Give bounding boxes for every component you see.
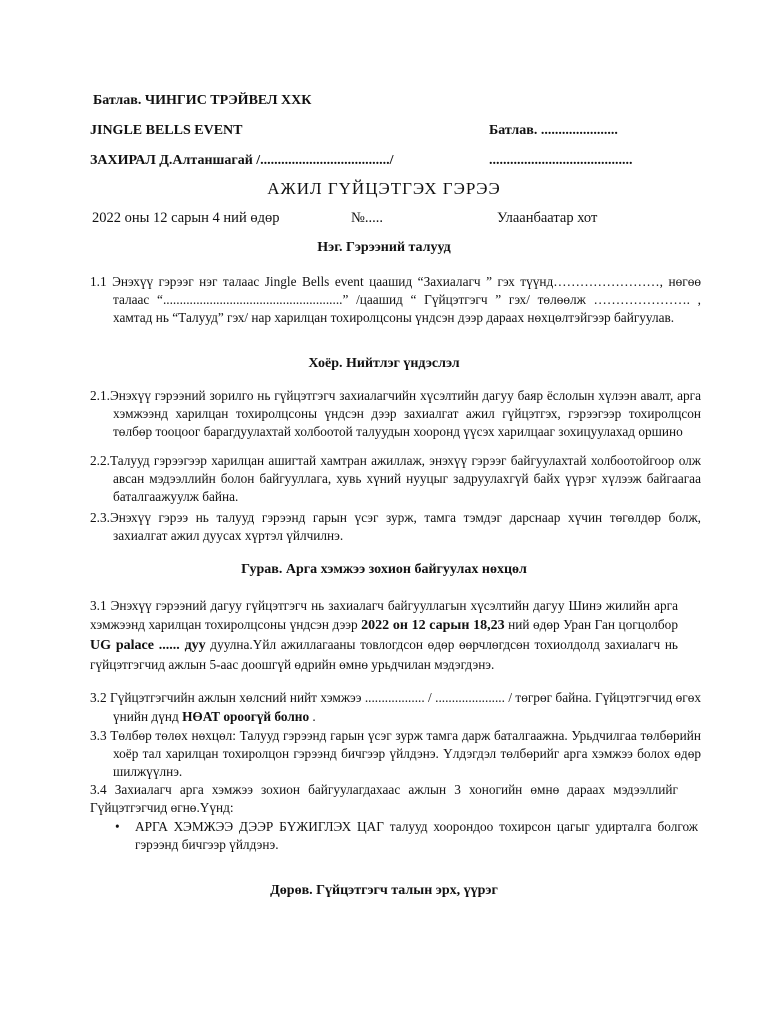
paragraph-3-3: 3.3 Төлбөр төлөх нөхцөл: Талууд гэрээнд гарын үсэг зурж тамга дарж баталгаажна. Урьдчилгаа төлбөрийн хоёр тал харилцан тохиролцон гэрээнд бичгээр үйлдэнэ. Үлдэгдэл төлбөрийг арга хэмжээ болох өдөр шилжүүлнэ.	[90, 728, 701, 780]
company-left: JINGLE BELLS EVENT	[90, 123, 243, 138]
section-3-heading: Гурав. Арга хэмжээ зохион байгуулах нөхцөл	[241, 562, 527, 577]
contract-number: №.....	[351, 210, 383, 226]
paragraph-3-4: 3.4 Захиалагч арга хэмжээ зохион байгуулагдахаас ажлын 3 хоногийн өмнө дараах мэдээллийг Гүйцэтгэгчид өгнө.Үүнд:	[90, 782, 678, 816]
venue-name: UG palace ...... дуу	[90, 638, 206, 653]
director-right: .........................................	[489, 153, 633, 168]
paragraph-3-1-text-e: дуулна.Үйл ажиллагааны товлогдсон өдөр өөрчлөгдсөн тохиолдолд захиалагч нь гүйцэтгэгчид ажлын 5-аас доошгүй өдрийн өмнө урьдчилан мэдэгдэнэ.	[90, 637, 678, 672]
event-dates: 2022 он 12 сарын 18,23	[361, 618, 505, 633]
approve-right: Батлав. ......................	[489, 123, 618, 138]
paragraph-3-1-text-a: 3.1 Энэхүү гэрээний дагуу гүйцэтгэгч нь захиалагч байгууллагын хүсэлтийн дагуу Шинэ жилийн арга хэмжээнд харилцан тохиролцсоны үндсэн дээр	[90, 598, 678, 632]
section-4-heading: Дөрөв. Гүйцэтгэгч талын эрх, үүрэг	[270, 883, 498, 898]
section-2-heading: Хоёр. Нийтлэг үндэслэл	[308, 356, 460, 371]
paragraph-2-1: 2.1.Энэхүү гэрээний зорилго нь гүйцэтгэгч захиалагчийн хүсэлтийн дагуу баяр ёслолын хүлээн авалт, арга хэмжээнд харилцан тохиролцсоны үндсэн дээр захиалгат ажил гүйцэтгэх, гэрээгээр тохиролцсон төлбөр тооцоог барагдуулахтай холбоотой талуудын хооронд үүсэх харилцааг зохицуулахад оршино	[90, 388, 701, 440]
paragraph-3-1-text-c: ний өдөр Уран Ган цогцолбор	[504, 617, 678, 632]
approve-left: Батлав. ЧИНГИС ТРЭЙВЕЛ ХХК	[93, 93, 312, 108]
paragraph-3-2-text-a: 3.2 Гүйцэтгэгчийн ажлын хөлсний нийт хэмжээ .................. / ..................... / төгрөг байна. Гүйцэтгэгчид өгөх үнийн дүнд	[90, 690, 701, 724]
paragraph-3-2	[90, 688, 701, 726]
director-left: ЗАХИРАЛ Д.Алтаншагай /...................................../	[90, 153, 394, 168]
contract-place: Улаанбаатар хот	[497, 210, 598, 226]
vat-note: НӨАТ ороогүй болно	[182, 709, 310, 724]
paragraph-1-1: 1.1 Энэхүү гэрээг нэг талаас Jingle Bells event цаашид “Захиалагч ” гэх түүнд……………………, нөгөө талаас “......................................................” /цаашид “ Гүйцэтгэгч ” гэх/ төлөөлж …………………. , хамтад нь “Талууд” гэх/ нар харилцан тохиролцсоны үндсэн дээр дараах нөхцөлтэйгээр байгуулав.	[90, 274, 701, 326]
list-item	[115, 818, 698, 854]
paragraph-3-2-text-c: .	[309, 709, 316, 724]
paragraph-2-3: 2.3.Энэхүү гэрээ нь талууд гэрээнд гарын үсэг зурж, тамга тэмдэг дарснаар хүчин төгөлдөр болж, захиалгат ажил дуусах хүртэл үйлчилнэ.	[90, 510, 701, 544]
paragraph-2-2: 2.2.Талууд гэрээгээр харилцан ашигтай хамтран ажиллаж, энэхүү гэрээг байгуулахтай холбоотойгоор олж авсан мэдээллийн болон байгууллага, хувь хүний нууцыг задруулахгүй байх үүрэг хүлээж байгаагаа баталгаажуулж байна.	[90, 453, 701, 505]
bullet-icon: •	[115, 819, 120, 834]
section-1-heading: Нэг. Гэрээний талууд	[317, 240, 451, 255]
bullet-text: АРГА ХЭМЖЭЭ ДЭЭР БҮЖИГЛЭХ ЦАГ талууд хоорондоо тохирсон цагыг удирталга болгож гэрээнд бичгээр үйлдэнэ.	[135, 819, 698, 853]
document-title: АЖИЛ ГҮЙЦЭТГЭХ ГЭРЭЭ	[267, 179, 501, 198]
contract-date: 2022 оны 12 сарын 4 ний өдөр	[92, 210, 280, 226]
paragraph-3-1	[90, 596, 678, 674]
